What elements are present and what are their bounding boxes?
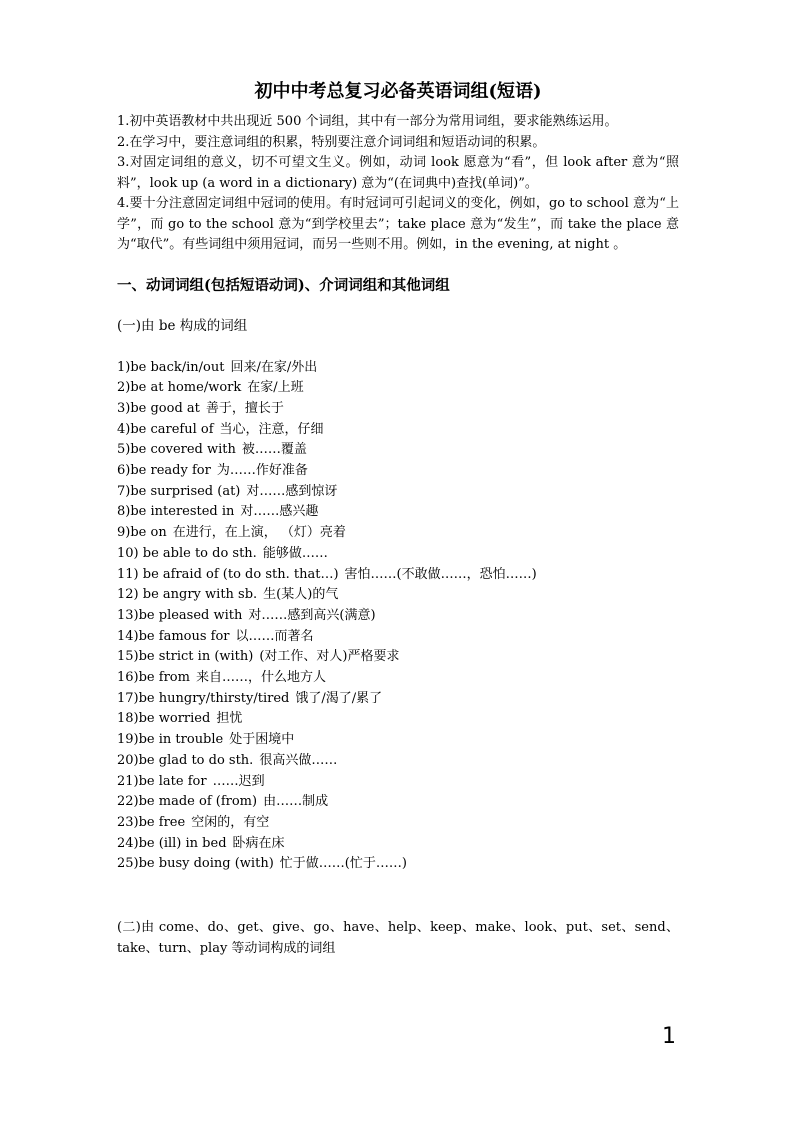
- phrase-item: [117, 482, 679, 503]
- phrase-english: 4)be careful of: [117, 421, 214, 437]
- phrase-english: 16)be from: [117, 670, 190, 686]
- phrase-chinese: 在进行，在上演， （灯）亮着: [172, 525, 346, 541]
- phrase-chinese: 饿了/渴了/累了: [295, 690, 383, 706]
- phrase-english: 19)be in trouble: [117, 732, 224, 748]
- intro-note: 4.要十分注意固定词组中冠词的使用。有时冠词可引起词义的变化，例如，go to school 意为“上学”，而 go to the school 意为“到学校里去”；take place 意为“发生”，而 take the place 意为“取代”。有些词组中须用冠词，而另一些则不用。例如，in the evening, at night 。: [117, 196, 679, 252]
- phrase-english: 8)be interested in: [117, 504, 235, 520]
- phrase-item: [117, 440, 679, 461]
- phrase-english: 20)be glad to do sth.: [117, 752, 254, 768]
- phrase-item: [117, 544, 679, 565]
- phrase-item: [117, 792, 679, 813]
- phrase-item: [117, 668, 679, 689]
- phrase-chinese: 善于，擅长于: [205, 400, 284, 416]
- phrase-chinese: (对工作、对人)严格要求: [259, 649, 400, 665]
- phrase-item: [117, 420, 679, 441]
- phrase-english: 18)be worried: [117, 711, 211, 727]
- intro-note: 1.初中英语教材中共出现近 500 个词组，其中有一部分为常用词组，要求能熟练运用。: [117, 114, 618, 129]
- phrase-chinese: 处于困境中: [229, 732, 295, 748]
- phrase-item: [117, 647, 679, 668]
- phrase-item: [117, 358, 679, 379]
- phrase-chinese: 对……感到惊讶: [246, 483, 338, 499]
- phrase-english: 23)be free: [117, 814, 186, 830]
- subsection-heading: (二)由 come、do、get、give、go、have、help、keep、make、look、put、set、send、take、turn、play 等动词构成的词组: [117, 920, 679, 957]
- phrase-chinese: 害怕……(不敢做……，恐怕……): [344, 566, 537, 582]
- phrase-english: 12) be angry with sb.: [117, 587, 258, 603]
- intro-note: 2.在学习中，要注意词组的积累，特别要注意介词词组和短语动词的积累。: [117, 134, 546, 150]
- phrase-chinese: 对……感兴趣: [240, 504, 319, 520]
- document-page: [117, 80, 679, 959]
- phrase-chinese: 空闲的，有空: [191, 814, 270, 830]
- phrase-item: [117, 689, 679, 710]
- phrase-chinese: 回来/在家/外出: [230, 359, 318, 375]
- document-title: 初中中考总复习必备英语词组(短语): [254, 81, 542, 102]
- phrase-english: 6)be ready for: [117, 463, 211, 479]
- phrase-item: [117, 565, 679, 586]
- phrase-item: [117, 751, 679, 772]
- phrase-english: 10) be able to do sth.: [117, 545, 257, 561]
- phrase-chinese: 能够做……: [262, 545, 328, 561]
- phrase-item: [117, 585, 679, 606]
- phrase-english: 3)be good at: [117, 400, 200, 416]
- phrase-chinese: 由……制成: [263, 794, 329, 810]
- phrase-english: 5)be covered with: [117, 442, 236, 458]
- phrase-item: [117, 772, 679, 793]
- phrase-item: [117, 813, 679, 834]
- phrase-chinese: 对……感到高兴(满意): [248, 607, 376, 623]
- phrase-english: 14)be famous for: [117, 628, 230, 644]
- section-heading: 一、动词词组(包括短语动词)、介词词组和其他词组: [117, 276, 450, 294]
- phrase-item: [117, 378, 679, 399]
- phrase-chinese: ……迟到: [212, 773, 265, 789]
- phrase-item: [117, 502, 679, 523]
- phrase-chinese: 卧病在床: [232, 835, 285, 851]
- phrase-english: 9)be on: [117, 525, 167, 541]
- phrase-item: [117, 834, 679, 855]
- phrase-english: 22)be made of (from): [117, 794, 258, 810]
- phrase-item: [117, 461, 679, 482]
- phrase-english: 21)be late for: [117, 773, 207, 789]
- phrase-item: [117, 523, 679, 544]
- phrase-item: [117, 730, 679, 751]
- phrase-chinese: 在家/上班: [247, 380, 304, 396]
- subsection-heading: (一)由 be 构成的词组: [117, 317, 248, 334]
- phrase-chinese: 为……作好准备: [216, 463, 308, 479]
- intro-note: 3.对固定词组的意义，切不可望文生义。例如，动词 look 愿意为“看”，但 look after 意为“照料”，look up (a word in a dictionary) 意为“(在词典中)查找(单词)”。: [117, 155, 679, 191]
- phrase-item: [117, 709, 679, 730]
- phrase-chinese: 忙于做……(忙于……): [279, 856, 407, 872]
- phrase-english: 13)be pleased with: [117, 607, 243, 623]
- phrase-chinese: 很高兴做……: [259, 752, 338, 768]
- phrase-english: 1)be back/in/out: [117, 359, 225, 375]
- phrase-item: [117, 606, 679, 627]
- phrase-chinese: 当心，注意，仔细: [219, 421, 324, 437]
- phrase-chinese: 担忧: [216, 711, 243, 727]
- phrase-chinese: 来自……，什么地方人: [195, 670, 326, 686]
- phrase-english: 15)be strict in (with): [117, 649, 254, 665]
- phrase-chinese: 生(某人)的气: [263, 587, 339, 603]
- intro-notes: [117, 112, 679, 256]
- phrase-item: [117, 399, 679, 420]
- phrase-english: 2)be at home/work: [117, 380, 242, 396]
- phrase-chinese: 以……而著名: [235, 628, 314, 644]
- phrase-list: [117, 358, 679, 876]
- phrase-english: 17)be hungry/thirsty/tired: [117, 690, 290, 706]
- phrase-item: [117, 854, 679, 875]
- phrase-english: 11) be afraid of (to do sth. that…): [117, 566, 339, 582]
- phrase-english: 25)be busy doing (with): [117, 856, 274, 872]
- phrase-english: 7)be surprised (at): [117, 483, 241, 499]
- phrase-item: [117, 627, 679, 648]
- phrase-english: 24)be (ill) in bed: [117, 835, 227, 851]
- page-number: 1: [662, 1024, 676, 1049]
- phrase-chinese: 被……覆盖: [241, 442, 307, 458]
